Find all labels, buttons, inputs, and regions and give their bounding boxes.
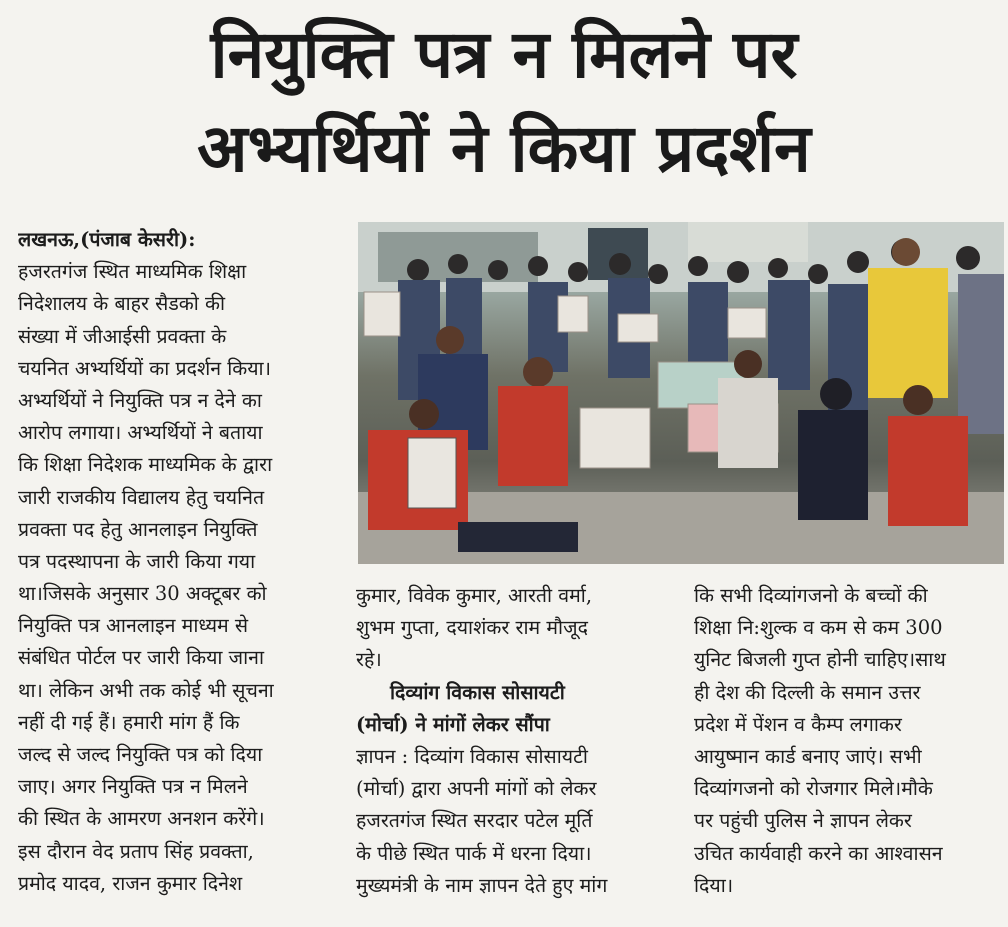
article-column-1 bbox=[18, 224, 328, 900]
body-line: प्रवक्ता पद हेतु आनलाइन नियुक्ति bbox=[18, 517, 258, 541]
body-line: था।जिसके अनुसार 30 अक्टूबर को bbox=[18, 582, 267, 606]
body-line: आयुष्मान कार्ड बनाए जाएं। सभी bbox=[694, 744, 922, 768]
body-line: युनिट बिजली गुप्त होनी चाहिए।साथ bbox=[694, 648, 946, 672]
dateline: लखनऊ,(पंजाब केसरी): bbox=[18, 228, 196, 251]
body-line: की स्थित के आमरण अनशन करेंगे। bbox=[18, 807, 265, 831]
protest-photo-illustration bbox=[358, 222, 1004, 564]
body-line: ज्ञापन : दिव्यांग विकास सोसायटी bbox=[356, 744, 588, 768]
body-line: था। लेकिन अभी तक कोई भी सूचना bbox=[18, 678, 274, 702]
headline-line-1: नियुक्ति पत्र न मिलने पर bbox=[210, 16, 798, 93]
body-line: प्रदेश में पेंशन व कैम्प लगाकर bbox=[694, 712, 902, 736]
body-line: हजरतगंज स्थित माध्यमिक शिक्षा bbox=[18, 260, 247, 284]
body-line: के पीछे स्थित पार्क में धरना दिया। bbox=[356, 841, 592, 865]
body-line: जारी राजकीय विद्यालय हेतु चयनित bbox=[18, 485, 265, 509]
body-line: शिक्षा नि:शुल्क व कम से कम 300 bbox=[694, 616, 943, 640]
body-line: चयनित अभ्यर्थियों का प्रदर्शन किया। bbox=[18, 356, 272, 380]
body-line: नहीं दी गई हैं। हमारी मांग हैं कि bbox=[18, 710, 240, 734]
body-line: नियुक्ति पत्र आनलाइन माध्यम से bbox=[18, 614, 249, 638]
body-line: पर पहुंची पुलिस ने ज्ञापन लेकर bbox=[694, 809, 912, 833]
body-line: (मोर्चा) द्वारा अपनी मांगों को लेकर bbox=[356, 777, 597, 801]
body-line: हजरतगंज स्थित सरदार पटेल मूर्ति bbox=[356, 809, 593, 833]
body-line: कुमार, विवेक कुमार, आरती वर्मा, bbox=[356, 584, 593, 607]
subheading: (मोर्चा) ने मांगों लेकर सौंपा bbox=[356, 712, 550, 736]
body-line: कि शिक्षा निदेशक माध्यमिक के द्वारा bbox=[18, 453, 273, 477]
body-line: शुभम गुप्ता, दयाशंकर राम मौजूद bbox=[356, 616, 588, 640]
body-line: दिया। bbox=[694, 873, 734, 897]
body-line: दिव्यांगजनो को रोजगार मिले।मौके bbox=[694, 777, 933, 801]
body-line: रहे। bbox=[356, 648, 382, 672]
body-line: पत्र पदस्थापना के जारी किया गया bbox=[18, 549, 256, 573]
body-line: जल्द से जल्द नियुक्ति पत्र को दिया bbox=[18, 743, 263, 766]
body-line: प्रमोद यादव, राजन कुमार दिनेश bbox=[18, 871, 243, 895]
body-line: निदेशालय के बाहर सैडको की bbox=[18, 292, 226, 316]
body-line: ही देश की दिल्ली के समान उत्तर bbox=[694, 680, 921, 704]
body-line: उचित कार्यवाही करने का आश्वासन bbox=[694, 841, 943, 865]
body-line: कि सभी दिव्यांगजनो के बच्चों की bbox=[694, 584, 928, 607]
body-line: संबंधित पोर्टल पर जारी किया जाना bbox=[18, 646, 265, 670]
protest-photo bbox=[358, 222, 1004, 564]
headline-line-2: अभ्यर्थियों ने किया प्रदर्शन bbox=[197, 110, 811, 187]
article-column-2 bbox=[356, 580, 666, 902]
body-line: आरोप लगाया। अभ्यर्थियों ने बताया bbox=[18, 421, 263, 445]
body-line: इस दौरान वेद प्रताप सिंह प्रवक्ता, bbox=[18, 839, 254, 863]
subheading: दिव्यांग विकास सोसायटी bbox=[390, 680, 565, 704]
body-line: अभ्यर्थियों ने नियुक्ति पत्र न देने का bbox=[18, 388, 262, 412]
article-column-3 bbox=[694, 580, 1002, 902]
body-line: संख्या में जीआईसी प्रवक्ता के bbox=[18, 324, 227, 348]
body-line: जाए। अगर नियुक्ति पत्र न मिलने bbox=[18, 775, 248, 799]
body-line: मुख्यमंत्री के नाम ज्ञापन देते हुए मांग bbox=[356, 873, 608, 897]
